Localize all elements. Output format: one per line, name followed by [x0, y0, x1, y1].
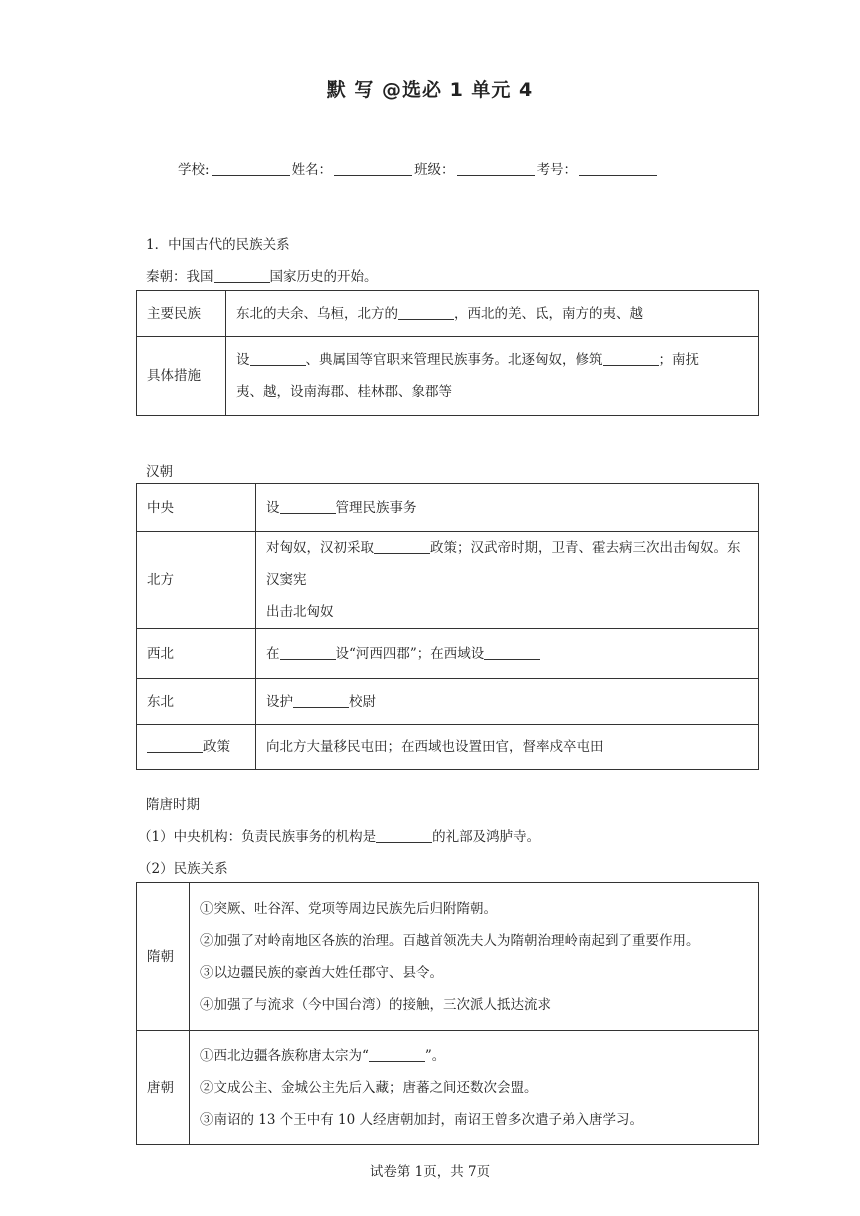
sui-label: 隋朝 — [137, 883, 190, 1031]
section-heading: 1．中国古代的民族关系 — [146, 237, 290, 253]
cell-text: 校尉 — [349, 693, 376, 710]
cell-text: 政策 — [203, 739, 230, 755]
table-row — [137, 679, 759, 725]
han-row-content: 向北方大量移民屯田；在西域也设置田官，督率戍卒屯田 — [256, 725, 759, 770]
cell-text: 东北的夫余、乌桓，北方的 — [236, 305, 398, 322]
cell-line: ③以边疆民族的豪酋大姓任郡守、县令。 — [200, 964, 443, 981]
qin-intro — [146, 265, 378, 285]
han-row-content — [256, 679, 759, 725]
table-row — [137, 725, 759, 770]
table-row — [137, 337, 759, 416]
fill-blank[interactable] — [214, 268, 270, 283]
suitang-table — [136, 882, 759, 1145]
cell-line: ②加强了对岭南地区各族的治理。百越首领冼夫人为隋朝治理岭南起到了重要作用。 — [200, 932, 700, 949]
qin-row-content — [226, 291, 759, 337]
tang-content — [190, 1031, 759, 1145]
fill-blank[interactable] — [280, 645, 336, 660]
page-footer: 试卷第 1页，共 7页 — [369, 1164, 491, 1180]
han-row-content — [256, 484, 759, 532]
school-blank[interactable] — [212, 161, 290, 176]
han-row-content — [256, 629, 759, 679]
suitang-item-2: （2）民族关系 — [138, 861, 228, 877]
cell-text: 在 — [266, 645, 280, 662]
fill-blank[interactable] — [374, 539, 430, 554]
exam-no-blank[interactable] — [579, 161, 657, 176]
class-blank[interactable] — [457, 161, 535, 176]
cell-line — [266, 532, 748, 596]
cell-text: ”。 — [424, 1047, 446, 1064]
han-row-label — [137, 725, 256, 770]
fill-blank[interactable] — [250, 351, 306, 366]
cell-line: ①突厥、吐谷浑、党项等周边民族先后归附隋朝。 — [200, 900, 497, 917]
fill-blank[interactable] — [398, 305, 454, 320]
cell-text: 设护 — [266, 693, 293, 710]
cell-text: 对匈奴，汉初采取 — [266, 540, 374, 556]
fill-blank[interactable] — [293, 693, 349, 708]
suitang-heading: 隋唐时期 — [146, 797, 200, 813]
cell-line: 夷、越，设南海郡、桂林郡、象郡等 — [236, 384, 452, 400]
cell-text: 管理民族事务 — [335, 499, 417, 516]
cell-line: ②文成公主、金城公主先后入藏；唐蕃之间还数次会盟。 — [200, 1079, 538, 1096]
qin-intro-text-a: 秦朝：我国 — [146, 269, 214, 285]
han-heading: 汉朝 — [146, 464, 173, 480]
cell-text: ，西北的羌、氐，南方的夷、越 — [454, 305, 643, 322]
name-label: 姓名： — [291, 162, 333, 178]
suitang-item-1 — [138, 825, 540, 845]
qin-intro-text-b: 国家历史的开始。 — [269, 269, 378, 285]
cell-line: ③南诏的 13 个王中有 10 人经唐朝加封，南诏王曾多次遣子弟入唐学习。 — [200, 1111, 644, 1128]
table-row — [137, 1031, 759, 1145]
cell-text: ；南抚 — [658, 352, 699, 368]
table-row — [137, 532, 759, 629]
han-row-label: 西北 — [137, 629, 256, 679]
table-row — [137, 291, 759, 337]
cell-line: 出击北匈奴 — [266, 604, 334, 620]
han-row-content — [256, 532, 759, 629]
exam-no-label: 考号： — [536, 162, 578, 178]
fill-blank[interactable] — [603, 351, 659, 366]
fill-blank[interactable] — [369, 1047, 425, 1062]
student-info-line — [178, 158, 659, 178]
qin-table — [136, 290, 759, 416]
han-table — [136, 483, 759, 770]
qin-row-content — [226, 337, 759, 416]
han-row-label: 东北 — [137, 679, 256, 725]
cell-line — [200, 1040, 748, 1072]
page-title: 默 写 @选必 1 单元 4 — [326, 79, 534, 101]
cell-text: 设 — [236, 352, 250, 368]
item-text: （1）中央机构：负责民族事务的机构是 — [138, 829, 377, 845]
cell-text: ①西北边疆各族称唐太宗为“ — [200, 1047, 369, 1064]
cell-text: 、典属国等官职来管理民族事务。北逐匈奴，修筑 — [305, 352, 603, 368]
fill-blank[interactable] — [280, 499, 336, 514]
han-row-label: 北方 — [137, 532, 256, 629]
item-text: 的礼部及鸿胪寺。 — [432, 829, 541, 845]
tang-label: 唐朝 — [137, 1031, 190, 1145]
sui-content — [190, 883, 759, 1031]
table-row — [137, 883, 759, 1031]
cell-text: 设“河西四郡”；在西域设 — [335, 645, 485, 662]
fill-blank[interactable] — [147, 738, 203, 753]
table-row — [137, 484, 759, 532]
qin-row-label: 主要民族 — [137, 291, 226, 337]
name-blank[interactable] — [334, 161, 412, 176]
school-label: 学校: — [178, 162, 210, 178]
fill-blank[interactable] — [484, 645, 540, 660]
cell-text: 政策；汉武帝时期，卫青、霍去病三次出击匈奴。东汉窦宪 — [266, 540, 741, 588]
class-label: 班级： — [414, 162, 455, 178]
cell-text: 设 — [266, 499, 280, 516]
fill-blank[interactable] — [376, 828, 432, 843]
han-row-label: 中央 — [137, 484, 256, 532]
cell-line: ④加强了与流求（今中国台湾）的接触，三次派人抵达流求 — [200, 996, 551, 1013]
cell-line — [236, 344, 748, 376]
table-row — [137, 629, 759, 679]
qin-row-label: 具体措施 — [137, 337, 226, 416]
